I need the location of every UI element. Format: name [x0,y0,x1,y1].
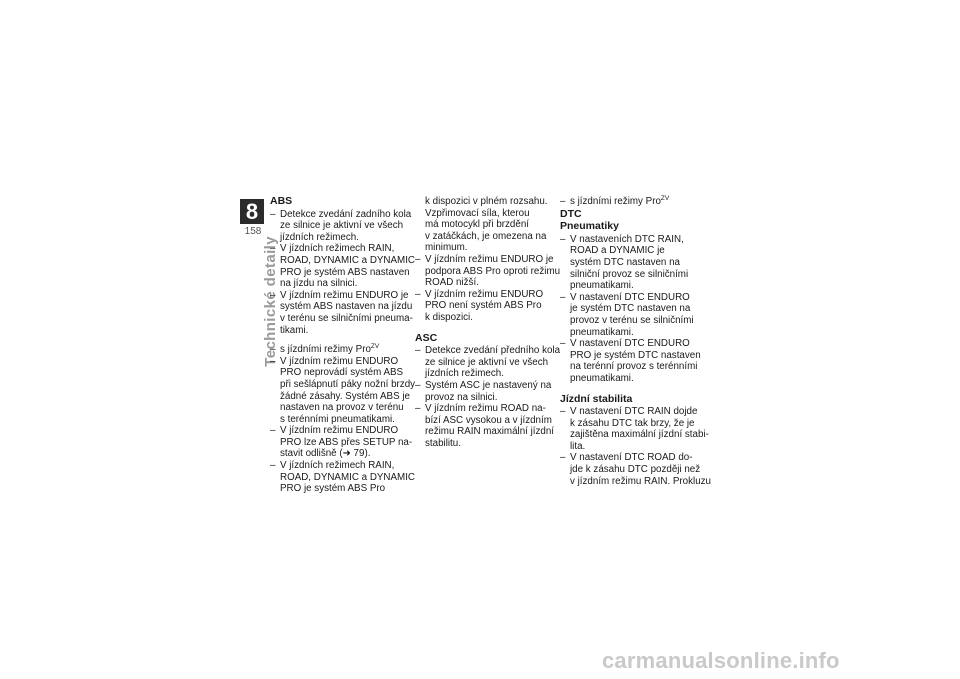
text-column-3 [560,195,712,487]
text-line: při sešlápnutí páky nožní brzdy [280,378,416,390]
text-line: na jízdu na silnici. [280,278,358,290]
text-line: jízdních režimech. [280,231,359,243]
text-line: – V jízdním režimu ENDURO [425,288,544,300]
text-line: bízí ASC vysokou a v jízdním [425,414,552,426]
text-line: žádné zásahy. Systém ABS je [280,390,410,402]
text-line: provoz na silnici. [425,391,498,403]
list-item [415,403,553,449]
text-line: – Detekce zvedání zadního kola [280,208,412,220]
text-line: – V jízdním režimu ENDURO [280,355,399,367]
text-line: PRO je systém ABS nastaven [280,266,410,278]
text-line: v jízdním režimu RAIN. Prokluzu [570,475,712,487]
text-line: PRO není systém ABS Pro [425,300,542,312]
option-marker: ZV [370,343,380,351]
text-line: tikami. [280,324,309,336]
list-item [560,292,698,338]
text-line: zajištěna maximální jízdní stabi- [570,429,709,441]
text-line: – V jízdním režimu ENDURO je [425,253,554,265]
list-item [415,345,561,380]
text-line: nastaven na provoz v terénu [280,402,404,414]
text-line: systém DTC nastaven na [570,256,680,268]
text-line: režimu RAIN maximální jízdní [425,426,555,438]
list-item [415,253,561,289]
list-item-pro-modes [560,196,698,208]
text-line: k dispozici. [425,311,473,323]
text-line: – V jízdním režimu ROAD na- [425,403,546,415]
chapter-side-title: Technické detaily [262,236,279,367]
continued-paragraph [415,196,553,254]
text-line: – Systém ASC je nastavený na [425,379,552,391]
text-line: PRO lze ABS přes SETUP na- [280,436,413,448]
text-line: systém ABS nastaven na jízdu [280,301,413,313]
text-line: jde k zásahu DTC později než [570,464,701,476]
text-line: PRO neprovádí systém ABS [280,367,404,379]
text-line: lita. [570,440,586,452]
text-line: Vzpřimovací síla, kterou [425,207,530,219]
text-line: s jízdními režimy Pro [570,196,661,207]
text-line: – V jízdním režimu ENDURO je [280,289,409,301]
list-item [270,208,412,244]
text-line: jízdních režimech. [425,368,504,380]
list-item [560,452,712,487]
text-line: ze silnice je aktivní ve všech [425,356,549,368]
text-line: v zatáčkách, je omezena na [425,230,547,242]
list-item [270,425,413,460]
text-line: PRO je systém ABS Pro [280,483,386,495]
text-line: pneumatikami. [570,280,634,292]
section-heading-asc: ASC [415,331,438,344]
text-line: ROAD, DYNAMIC a DYNAMIC [280,254,415,266]
subsection-heading-tyres: Pneumatiky [560,220,619,233]
text-line: podpora ABS Pro oproti režimu [425,265,561,277]
text-line: – V nastavení DTC RAIN dojde [570,406,698,418]
list-item [560,338,701,384]
text-line: ROAD nižší. [425,277,479,289]
list-item [270,355,416,426]
text-line: ROAD a DYNAMIC je [570,245,665,257]
page-reference-link[interactable]: stavit odlišně (➜ 79). [280,448,371,460]
text-line: minimum. [425,242,468,254]
text-line: – V jízdním režimu ENDURO [280,425,399,437]
text-line: s jízdními režimy Pro [280,344,371,356]
list-item-pro-modes [270,344,408,356]
list-item [270,289,413,336]
list-item [560,406,709,452]
text-line: stabilitu. [425,437,461,449]
text-line: – V jízdních režimech RAIN, [280,243,395,255]
text-column-2 [415,196,561,449]
list-item [560,234,698,292]
text-line: silniční provoz se silničními [570,268,689,280]
text-line: PRO je systém DTC nastaven [570,349,701,361]
subsection-heading-stability: Jízdní stabilita [560,392,633,405]
text-line: má motocykl při brzdění [425,219,529,231]
option-marker: ZV [660,195,670,202]
text-line: ROAD, DYNAMIC a DYNAMIC [280,471,415,483]
text-line: pneumatikami. [570,326,634,338]
text-line: je systém DTC nastaven na [570,303,691,315]
text-line: na terénní provoz s terénními [570,361,698,373]
list-item [415,380,553,403]
text-column-1 [270,195,416,495]
list-item [270,243,415,290]
text-line: pneumatikami. [570,372,634,384]
section-heading-dtc: DTC [560,207,582,220]
page-number: 158 [244,226,262,237]
chapter-number-badge: 8 [240,199,264,224]
section-heading-abs: ABS [270,195,293,207]
text-line: ze silnice je aktivní ve všech [280,220,404,232]
text-line: k zásahu DTC tak brzy, že je [570,417,695,429]
text-line: – V nastavení DTC ROAD do- [570,452,693,464]
text-line: v terénu se silničními pneuma- [280,312,413,324]
text-line: provoz v terénu se silničními [570,314,694,326]
text-line: – V nastavení DTC ENDURO [570,338,690,350]
text-line: – V nastaveních DTC RAIN, [570,233,684,245]
list-item [270,460,415,495]
text-line: – V jízdních režimech RAIN, [280,460,395,472]
text-line: k dispozici v plném rozsahu. [425,196,548,207]
text-line: s terénními pneumatikami. [280,413,395,425]
list-item [415,289,553,324]
site-watermark: carmanualsonline.info [602,648,840,673]
text-line: – V nastavení DTC ENDURO [570,291,690,303]
text-line: – Detekce zvedání předního kola [425,345,561,357]
